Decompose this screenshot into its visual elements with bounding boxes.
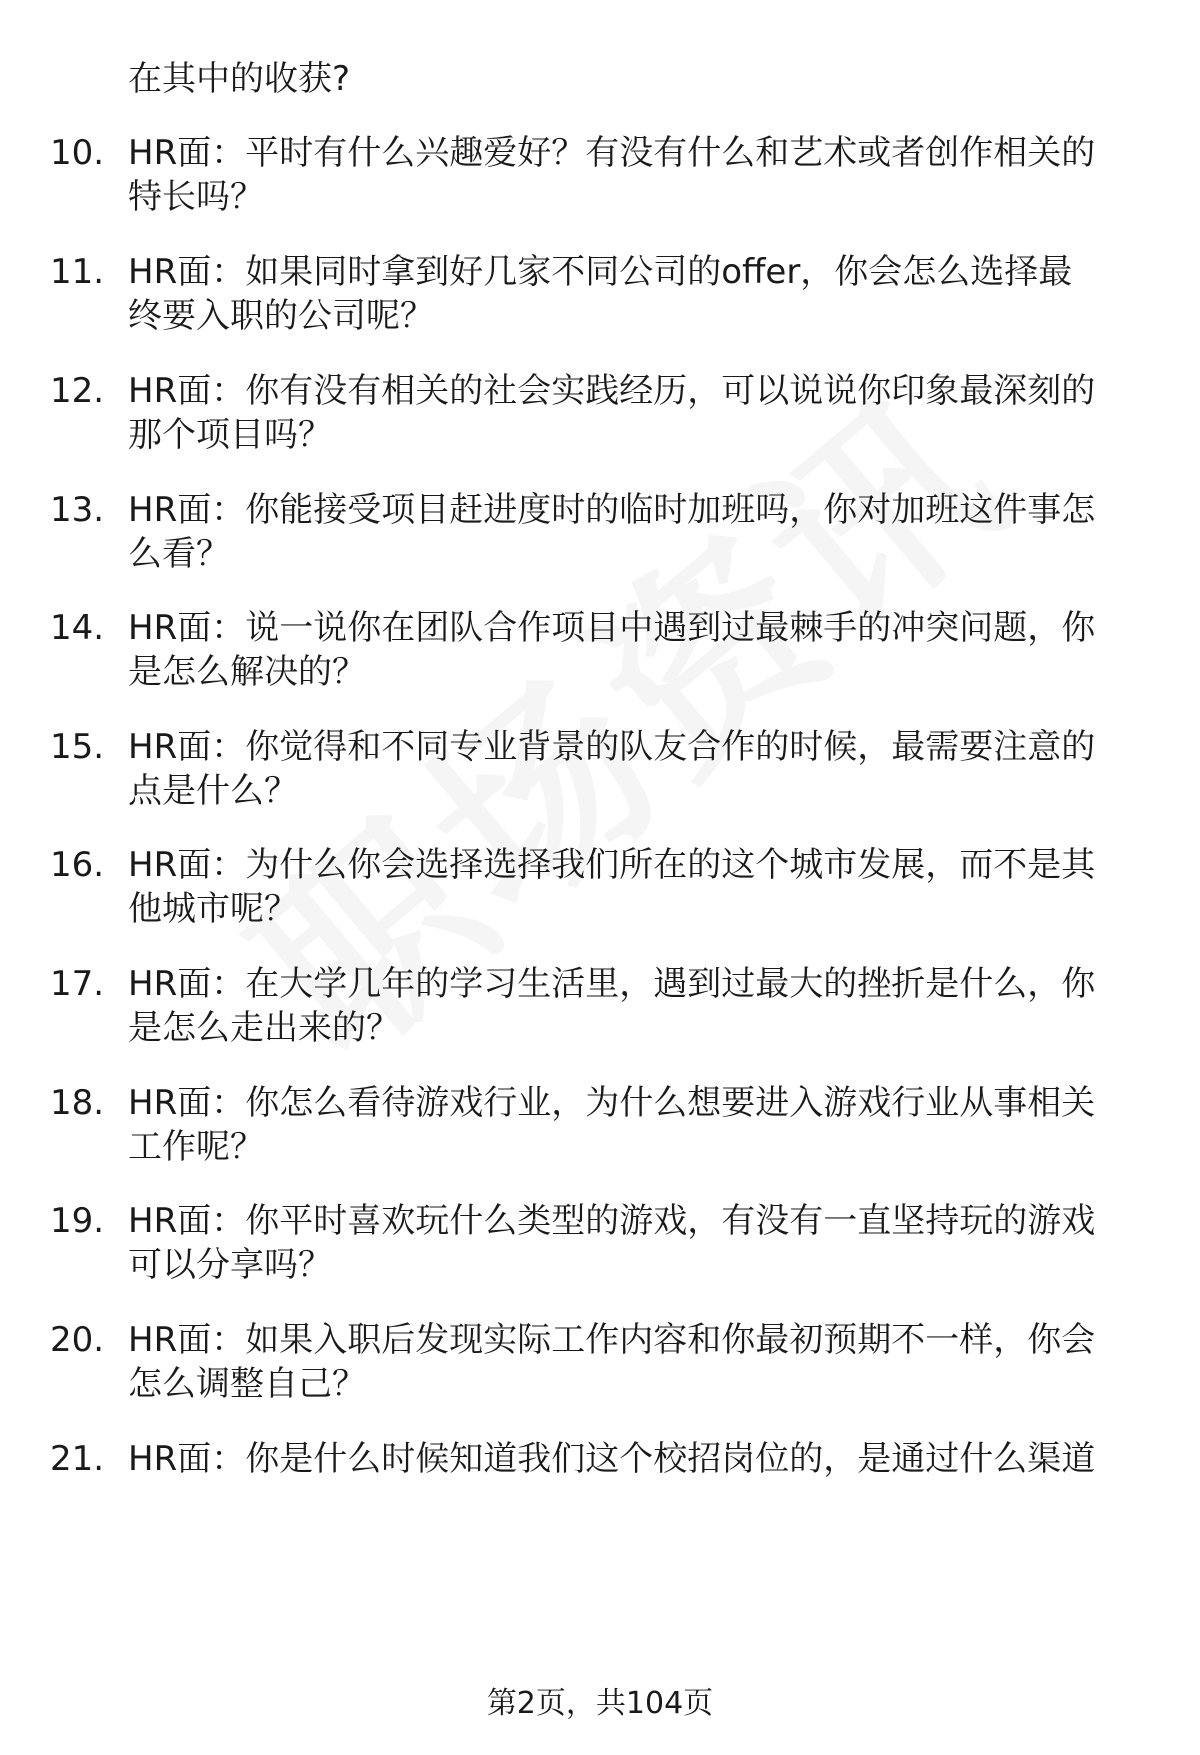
question-text-line1: HR面：你是什么时候知道我们这个校招岗位的，是通过什么渠道: [128, 1439, 1096, 1479]
question-text-line2: 是怎么走出来的？: [128, 1008, 400, 1048]
page-footer: 第2页，共104页: [486, 1686, 714, 1721]
question-text-line1: HR面：你怎么看待游戏行业，为什么想要进入游戏行业从事相关: [128, 1083, 1096, 1123]
question-text-line2: 是怎么解决的？: [128, 652, 366, 692]
question-text-line2: 工作呢？: [128, 1127, 264, 1167]
question-number: 11.: [50, 252, 105, 292]
question-text-line1: HR面：你有没有相关的社会实践经历，可以说说你印象最深刻的: [128, 371, 1096, 411]
question-number: 17.: [50, 964, 105, 1004]
question-number: 15.: [50, 727, 105, 767]
question-number: 18.: [50, 1083, 105, 1123]
question-text-line1: HR面：如果同时拿到好几家不同公司的offer，你会怎么选择最: [128, 252, 1073, 292]
question-number: 12.: [50, 371, 105, 411]
question-text-line2: 点是什么？: [128, 771, 298, 811]
question-text-line1: HR面：你能接受项目赶进度时的临时加班吗，你对加班这件事怎: [128, 490, 1096, 530]
question-number: 10.: [50, 133, 105, 173]
continuation-text: 在其中的收获?: [128, 59, 351, 99]
question-text-line2: 特长吗？: [128, 177, 264, 217]
question-text-line2: 他城市呢？: [128, 889, 298, 929]
question-text-line1: HR面：平时有什么兴趣爱好？有没有什么和艺术或者创作相关的: [128, 133, 1096, 173]
question-number: 20.: [50, 1320, 105, 1360]
question-text-line1: HR面：如果入职后发现实际工作内容和你最初预期不一样，你会: [128, 1320, 1096, 1360]
question-number: 13.: [50, 490, 105, 530]
question-text-line1: HR面：为什么你会选择选择我们所在的这个城市发展，而不是其: [128, 845, 1096, 885]
question-text-line2: 怎么调整自己？: [128, 1364, 366, 1404]
question-text-line1: HR面：你觉得和不同专业背景的队友合作的时候，最需要注意的: [128, 727, 1096, 767]
question-text-line2: 么看？: [128, 534, 230, 574]
question-text-line2: 可以分享吗？: [128, 1245, 332, 1285]
question-text-line1: HR面：说一说你在团队合作项目中遇到过最棘手的冲突问题，你: [128, 608, 1096, 648]
question-text-line1: HR面：你平时喜欢玩什么类型的游戏，有没有一直坚持玩的游戏: [128, 1201, 1096, 1241]
question-number: 21.: [50, 1439, 105, 1479]
question-number: 19.: [50, 1201, 105, 1241]
question-number: 16.: [50, 845, 105, 885]
question-text-line2: 终要入职的公司呢？: [128, 296, 434, 336]
question-text-line1: HR面：在大学几年的学习生活里，遇到过最大的挫折是什么，你: [128, 964, 1096, 1004]
question-text-line2: 那个项目吗？: [128, 415, 332, 455]
question-number: 14.: [50, 608, 105, 648]
